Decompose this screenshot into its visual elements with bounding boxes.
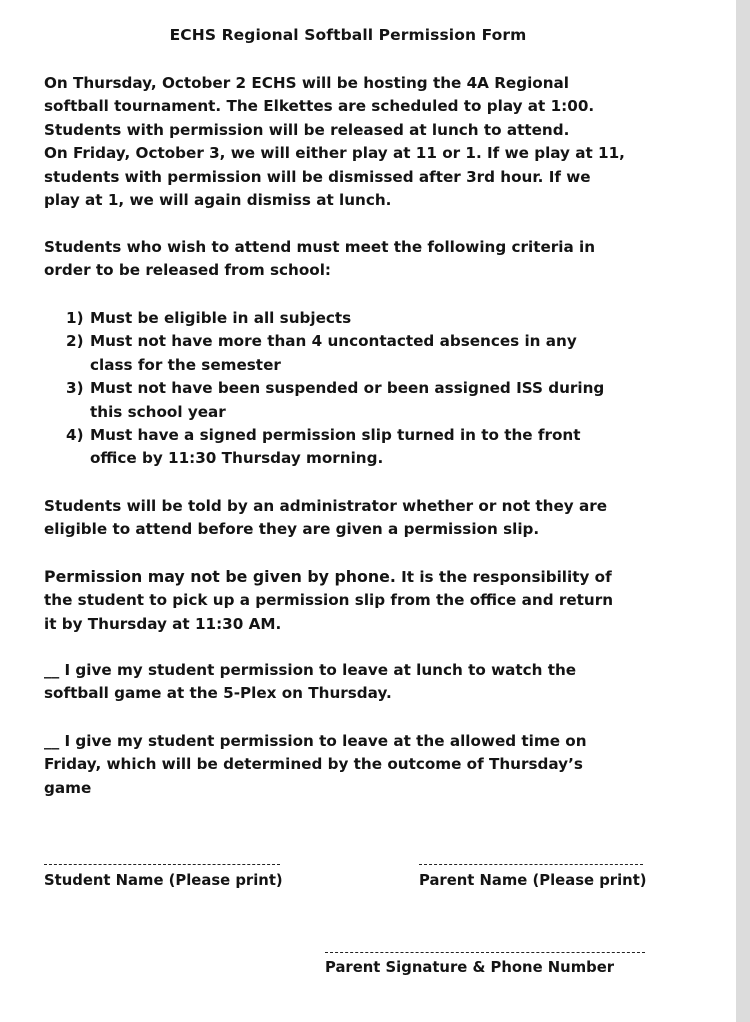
phone-note-lead: Permission may not be given by phone. [44,567,396,586]
parent-name-label: Parent Name (Please print) [419,872,647,889]
parent-signature-label: Parent Signature & Phone Number [325,959,615,976]
criteria-text [90,424,666,471]
friday-permission-option[interactable] [44,730,684,800]
criteria-item [66,377,666,424]
thursday-permission-option[interactable] [44,659,684,706]
text-line: order to be released from school: [44,261,332,280]
phone-note-text: It is the responsibility of [395,568,612,586]
criteria-item [66,330,666,377]
criteria-number: 3) [66,379,84,398]
text-line: softball tournament. The Elkettes are scheduled to play at 1:00. [44,97,595,116]
student-name-line[interactable] [44,864,280,865]
parent-name-line[interactable] [419,864,643,865]
text-line: play at 1, we will again dismiss at lunch. [44,191,392,210]
text-line: it by Thursday at 11:30 AM. [44,614,282,633]
text-line: On Friday, October 3, we will either play at 11 or 1. If we play at 11, [44,144,625,163]
text-line: Must have a signed permission slip turned in to the front [90,426,581,445]
text-line: the student to pick up a permission slip from the office and return [44,591,614,610]
text-line: students with permission will be dismissed after 3rd hour. If we [44,167,591,186]
criteria-item [66,307,666,330]
criteria-number: 2) [66,332,84,351]
text-line: Students with permission will be released at lunch to attend. [44,120,570,139]
text-line: eligible to attend before they are given a permission slip. [44,520,540,539]
page-edge [736,0,750,1022]
criteria-list [66,307,666,471]
student-name-label: Student Name (Please print) [44,872,283,889]
text-line: Students who wish to attend must meet the following criteria in [44,238,596,256]
criteria-text [90,330,666,377]
criteria-intro [44,236,684,283]
text-line: class for the semester [90,355,281,374]
parent-signature-line[interactable] [325,952,645,953]
text-line: On Thursday, October 2 ECHS will be hosting the 4A Regional [44,74,569,92]
text-line: Friday, which will be determined by the outcome of Thursday’s [44,755,583,774]
text-line: __ I give my student permission to leave at lunch to watch the [44,661,577,679]
text-line: Must be eligible in all subjects [90,309,352,327]
criteria-number: 1) [66,309,84,327]
eligibility-note [44,495,684,542]
text-line: this school year [90,402,226,421]
text-line: Must not have more than 4 uncontacted absences in any [90,332,577,351]
text-line: game [44,778,92,797]
criteria-text [90,377,666,424]
text-line: __ I give my student permission to leave at the allowed time on [44,732,587,750]
criteria-text [90,307,666,330]
text-line [44,565,684,589]
criteria-number: 4) [66,426,84,445]
text-line: Must not have been suspended or been assigned ISS during [90,379,605,398]
form-title: ECHS Regional Softball Permission Form [169,26,527,44]
text-line: Students will be told by an administrator whether or not they are [44,497,608,515]
text-line: office by 11:30 Thursday morning. [90,449,384,468]
text-line: softball game at the 5-Plex on Thursday. [44,684,392,703]
criteria-item [66,424,666,471]
intro-paragraph [44,72,684,212]
phone-note [44,565,684,636]
